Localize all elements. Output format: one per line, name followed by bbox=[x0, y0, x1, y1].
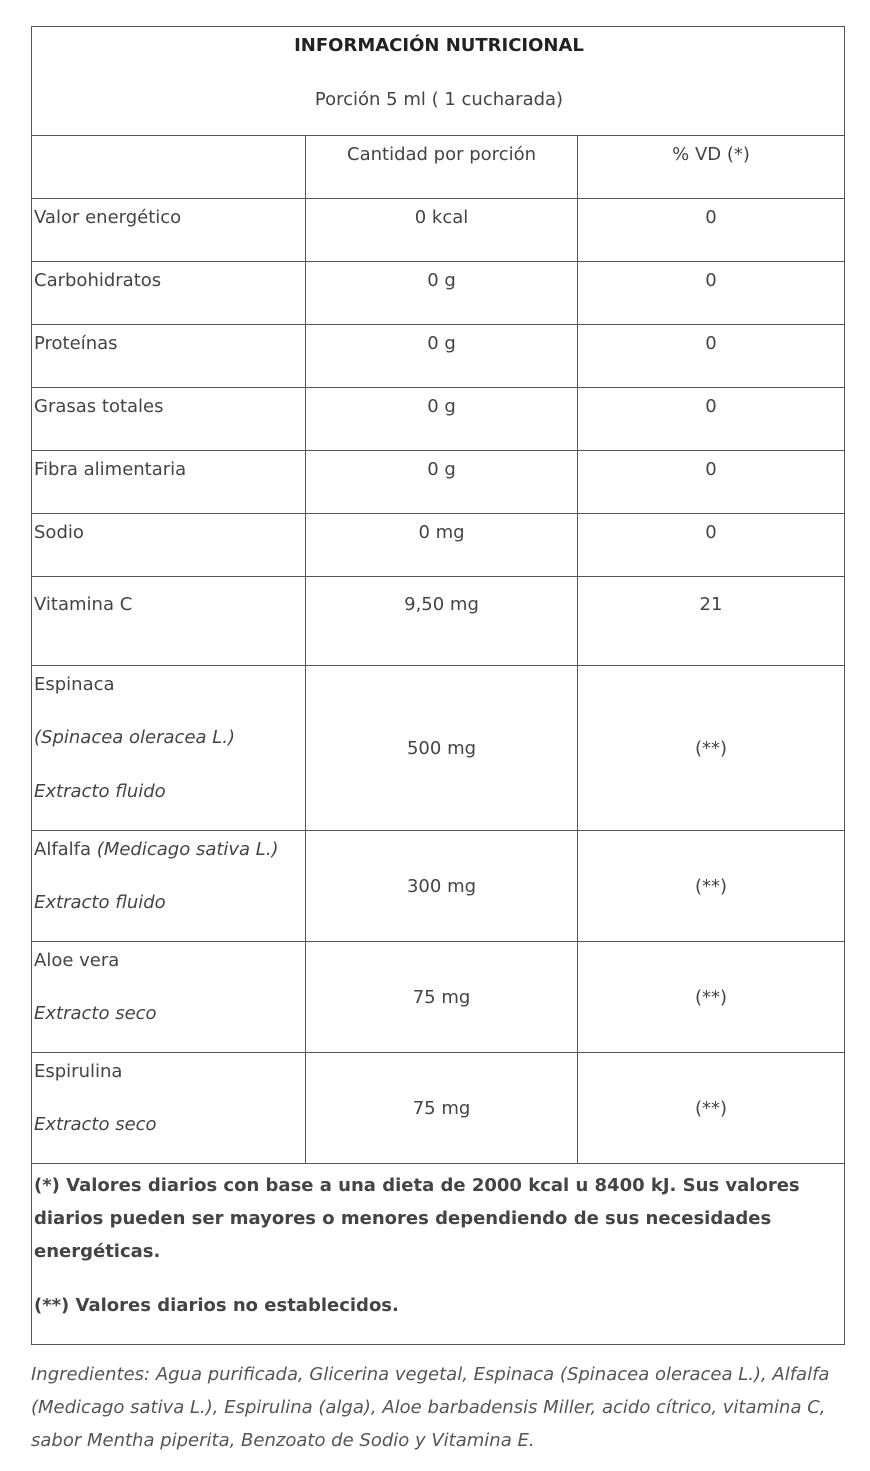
extract-scientific-name: (Medicago sativa L.) bbox=[96, 839, 279, 860]
extract-name-cell bbox=[32, 831, 306, 942]
footnote-cell bbox=[32, 1164, 845, 1345]
nutrient-dv: 0 bbox=[578, 451, 845, 514]
extract-name: Espinaca bbox=[34, 674, 115, 695]
header-amount: Cantidad por porción bbox=[306, 136, 578, 199]
footnote-row bbox=[32, 1164, 845, 1345]
nutrient-amount: 0 g bbox=[306, 451, 578, 514]
extract-amount: 75 mg bbox=[306, 1053, 578, 1164]
nutrient-dv: 0 bbox=[578, 325, 845, 388]
nutrient-dv: 0 bbox=[578, 388, 845, 451]
extract-dv: (**) bbox=[578, 831, 845, 942]
nutrient-amount: 0 mg bbox=[306, 514, 578, 577]
extract-amount: 500 mg bbox=[306, 666, 578, 831]
extract-dv: (**) bbox=[578, 1053, 845, 1164]
nutrient-amount: 0 g bbox=[306, 262, 578, 325]
nutrient-amount: 0 g bbox=[306, 388, 578, 451]
extract-type: Extracto fluido bbox=[34, 781, 166, 802]
nutrient-amount: 0 g bbox=[306, 325, 578, 388]
footnote-not-established: (**) Valores diarios no establecidos. bbox=[34, 1295, 399, 1316]
table-row bbox=[32, 388, 845, 451]
extract-amount: 75 mg bbox=[306, 942, 578, 1053]
extract-type: Extracto fluido bbox=[34, 892, 166, 913]
nutrient-name: Fibra alimentaria bbox=[32, 451, 306, 514]
table-row bbox=[32, 451, 845, 514]
extract-scientific-name: (Spinacea oleracea L.) bbox=[34, 727, 236, 748]
extract-name-cell bbox=[32, 942, 306, 1053]
extract-name: Alfalfa bbox=[34, 839, 92, 860]
extract-name: Aloe vera bbox=[34, 950, 120, 971]
table-row bbox=[32, 514, 845, 577]
extract-name-cell bbox=[32, 666, 306, 831]
nutrient-name: Sodio bbox=[32, 514, 306, 577]
ingredients-text: Ingredientes: Agua purificada, Glicerina vegetal, Espinaca (Spinacea oleracea L.), Alfalfa (Medicago sativa L.), Espirulina (alga), Aloe barbadensis Miller, acido cítrico, vitamina C, sabor Mentha piperita, Benzoato de Sodio y Vitamina E. bbox=[31, 1364, 830, 1451]
nutrient-dv: 0 bbox=[578, 199, 845, 262]
extract-name: Espirulina bbox=[34, 1061, 123, 1082]
extract-dv: (**) bbox=[578, 942, 845, 1053]
nutrient-amount: 0 kcal bbox=[306, 199, 578, 262]
table-row bbox=[32, 1053, 845, 1164]
nutrient-name: Grasas totales bbox=[32, 388, 306, 451]
header-row bbox=[32, 136, 845, 199]
extract-name-cell bbox=[32, 1053, 306, 1164]
nutrient-name: Valor energético bbox=[32, 199, 306, 262]
table-row bbox=[32, 831, 845, 942]
nutrition-table bbox=[31, 26, 845, 1345]
table-row bbox=[32, 199, 845, 262]
table-row bbox=[32, 577, 845, 666]
table-title: INFORMACIÓN NUTRICIONAL bbox=[294, 35, 584, 56]
nutrient-name: Vitamina C bbox=[32, 577, 306, 666]
header-nutrient bbox=[32, 136, 306, 199]
nutrient-name: Proteínas bbox=[32, 325, 306, 388]
title-cell bbox=[32, 27, 845, 136]
nutrient-dv: 0 bbox=[578, 262, 845, 325]
extract-type: Extracto seco bbox=[34, 1114, 157, 1135]
nutrient-name: Carbohidratos bbox=[32, 262, 306, 325]
header-dv: % VD (*) bbox=[578, 136, 845, 199]
extract-type: Extracto seco bbox=[34, 1003, 157, 1024]
portion-size: Porción 5 ml ( 1 cucharada) bbox=[314, 89, 564, 110]
nutrient-amount: 9,50 mg bbox=[306, 577, 578, 666]
table-row bbox=[32, 666, 845, 831]
extract-dv: (**) bbox=[578, 666, 845, 831]
footnote-daily-values: (*) Valores diarios con base a una dieta de 2000 kcal u 8400 kJ. Sus valores diarios pueden ser mayores o menores dependiendo de sus necesidades energéticas. bbox=[34, 1175, 800, 1262]
table-row bbox=[32, 262, 845, 325]
nutrient-dv: 21 bbox=[578, 577, 845, 666]
table-row bbox=[32, 325, 845, 388]
extract-amount: 300 mg bbox=[306, 831, 578, 942]
title-row bbox=[32, 27, 845, 136]
table-row bbox=[32, 942, 845, 1053]
nutrient-dv: 0 bbox=[578, 514, 845, 577]
